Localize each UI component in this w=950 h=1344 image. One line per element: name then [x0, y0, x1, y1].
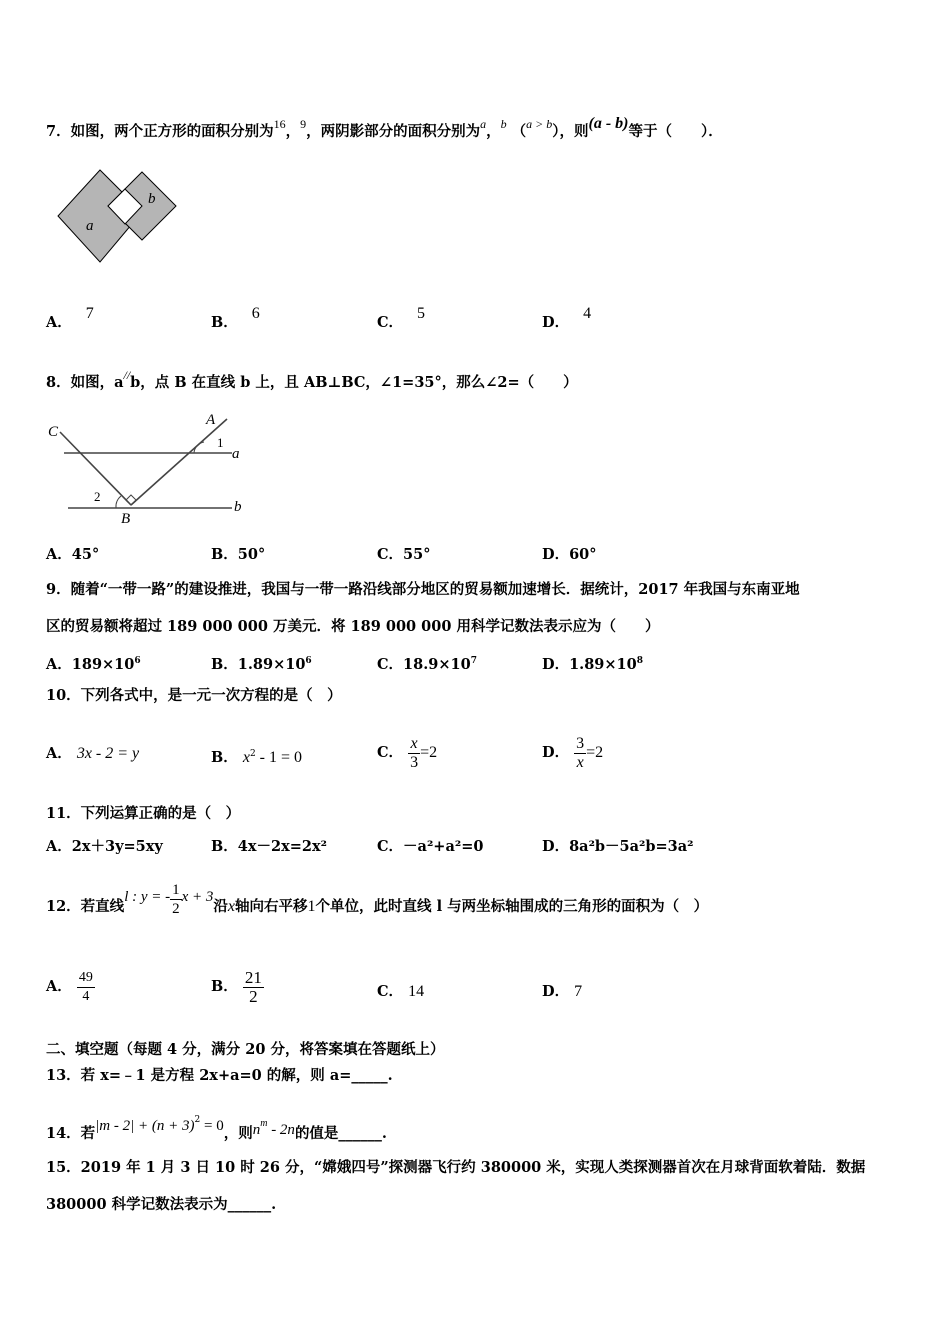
q8-stem — [46, 365, 578, 393]
q9-option-b[interactable] — [211, 651, 312, 675]
q10-option-a-label: A． — [46, 745, 72, 762]
q10-option-b-label: B． — [211, 748, 238, 766]
q12-fraction-numerator: 1 — [172, 882, 180, 898]
q10-option-c-rest: =2 — [420, 744, 438, 761]
q8-label-b-line: b — [234, 499, 242, 515]
q8-label-b-point: B — [121, 511, 131, 527]
q11-option-c[interactable] — [377, 837, 483, 857]
q9-option-a-label: A． — [46, 655, 72, 673]
q7-fig-b-label: b — [148, 191, 156, 207]
q7-option-a-value: 7 — [85, 305, 94, 322]
q9-option-b-label: B． — [211, 655, 238, 673]
q9-option-b-exp: 6 — [305, 656, 312, 666]
q11-option-d-label: D． — [542, 838, 570, 855]
q12-option-a-fraction — [77, 969, 95, 1006]
q8-text-b: b，点 B 在直线 b 上，且 AB⊥BC，∠1=35°，那么∠2=（ ） — [130, 374, 578, 391]
q12-eq-right: x + 3 — [181, 889, 214, 905]
q12-option-b[interactable] — [211, 958, 264, 1016]
q12-suffix: 个单位，此时直线 l 与两坐标轴围成的三角形的面积为（ ） — [315, 898, 709, 915]
q8-label-c: C — [48, 424, 59, 440]
q8-option-d-value: 60° — [569, 546, 597, 563]
q14-m-exp: m — [260, 1118, 268, 1129]
q7-option-a[interactable] — [46, 304, 94, 333]
q12-option-a-denominator: 4 — [82, 988, 90, 1004]
q7-text-b: ，两阴影部分的面积分别为 — [306, 123, 481, 140]
q10-option-d-rest: =2 — [586, 744, 604, 761]
q9-option-d-label: D． — [542, 655, 570, 673]
q13-stem: 13．若 x=﹣1 是方程 2x+a=0 的解，则 a=_____. — [46, 1067, 393, 1084]
q7-va: a — [480, 117, 487, 131]
q7-vb: b — [500, 117, 507, 131]
q12-option-d[interactable] — [542, 982, 582, 1002]
q8-option-a[interactable] — [46, 545, 99, 565]
q12-prefix: 12．若直线 — [46, 898, 125, 915]
q7-option-b-value: 6 — [251, 305, 260, 322]
section2-heading: 二、填空题（每题 4 分，满分 20 分，将答案填在答题纸上） — [46, 1041, 445, 1058]
q11-option-b[interactable] — [211, 837, 327, 857]
q8-parallel-symbol: // — [123, 368, 131, 382]
q7-option-a-label: A． — [46, 314, 72, 331]
q8-option-c-value: 55° — [403, 546, 431, 563]
q8-text-a: 如图，a — [70, 374, 124, 391]
q12-mid2: 轴向右平移 — [235, 898, 308, 915]
q8-label-a-line: a — [232, 446, 240, 462]
q12-mid: 沿 — [213, 898, 228, 915]
q8-right-angle-mark — [126, 495, 136, 505]
q15-stem-line2: 380000 科学记数法表示为______. — [46, 1196, 277, 1213]
q8-label-angle-2: 2 — [94, 489, 101, 504]
q14-stem — [46, 1102, 387, 1152]
q10-option-d-label: D． — [542, 744, 570, 761]
q14-eq: = 0 — [200, 1118, 224, 1134]
q10-option-b-exp: 2 — [249, 749, 256, 759]
q9-option-c-exp: 7 — [470, 656, 477, 666]
q7-option-c-value: 5 — [417, 305, 426, 322]
q11-option-a[interactable] — [46, 837, 163, 857]
q9-option-c-label: C． — [377, 655, 404, 673]
q7-comma1: ， — [285, 123, 301, 140]
q12-option-c[interactable] — [377, 982, 424, 1002]
q12-eq-left: l : y = - — [124, 889, 171, 905]
q14-minus: - 2n — [267, 1122, 295, 1138]
q9-option-c[interactable] — [377, 651, 477, 675]
q9-option-a[interactable] — [46, 651, 141, 675]
q10-option-c[interactable] — [377, 724, 437, 782]
q8-option-c-label: C． — [377, 546, 404, 563]
q11-option-c-label: C． — [377, 838, 404, 855]
q12-stem — [46, 872, 708, 932]
q14-suffix: 的值是______. — [294, 1125, 387, 1142]
q11-option-d-value: 8a²b－5a²b=3a² — [569, 838, 694, 855]
q7-text-c: ，则 — [559, 123, 589, 140]
q9-stem-line1: 9．随着“一带一路”的建设推进，我国与一带一路沿线部分地区的贸易额加速增长．据统计，2017 年我国与东南亚地 — [46, 581, 800, 598]
q9-option-c-base: 18.9×10 — [403, 655, 471, 673]
q12-option-d-value: 7 — [574, 983, 583, 1000]
q15-stem-line1: 15．2019 年 1 月 3 日 10 时 26 分，“嫦娥四号”探测器飞行约 380000 米，实现人类探测器首次在月球背面软着陆．数据 — [46, 1159, 866, 1176]
q12-option-b-label: B． — [211, 978, 238, 995]
q10-option-d-numerator: 3 — [576, 734, 585, 752]
q10-option-d-denominator: x — [576, 753, 584, 771]
q11-option-d[interactable] — [542, 837, 694, 857]
q8-option-b-label: B． — [211, 546, 238, 563]
q7-option-c-label: C． — [377, 314, 404, 331]
q11-stem: 11．下列运算正确的是（ ） — [46, 805, 241, 822]
q10-stem: 10．下列各式中，是一元一次方程的是（ ） — [46, 687, 342, 704]
q7-option-d[interactable] — [542, 304, 591, 333]
q7-stem: 7．如图，两个正方形的面积分别为$^{16}$，$^9$，两阴影部分的面积分别为$^a$，$^b$ （$^{a > b}$），则(a - b)等于（ ）． — [46, 115, 723, 140]
q8-option-a-value: 45° — [71, 546, 100, 563]
q12-x: x — [227, 898, 236, 915]
q14-expr: |m - 2| + (n + 3) — [95, 1118, 195, 1134]
q8-label-a-point: A — [206, 412, 216, 428]
q12-fraction-denominator: 2 — [172, 901, 180, 917]
q11-option-b-label: B． — [211, 838, 238, 855]
q8-segment-ba — [131, 419, 227, 505]
q8-figure — [44, 410, 254, 528]
q10-option-c-label: C． — [377, 744, 404, 761]
q12-option-c-label: C． — [377, 983, 404, 1000]
q8-option-a-label: A． — [46, 546, 72, 563]
q7-v16: 16 — [273, 117, 286, 131]
q10-option-a-value: 3x - 2 = y — [76, 745, 140, 762]
q7-figure — [54, 166, 182, 266]
q10-option-c-denominator: 3 — [410, 753, 419, 771]
q7-option-d-label: D． — [542, 314, 570, 331]
q14-mid: ，则 — [223, 1125, 253, 1142]
q10-option-b-rest: - 1 = 0 — [255, 748, 303, 766]
q10-option-b[interactable] — [211, 744, 302, 768]
q7-expr: (a - b) — [588, 115, 629, 132]
q8-angle-1-arc — [194, 442, 204, 453]
q9-option-b-base: 1.89×10 — [237, 655, 306, 673]
q7-text-d: 等于（ ）． — [628, 123, 723, 140]
q10-option-a[interactable] — [46, 744, 139, 764]
q11-option-b-value: 4x－2x=2x² — [237, 838, 327, 855]
q14-prefix: 14．若 — [46, 1125, 96, 1142]
q8-option-c[interactable] — [377, 545, 430, 565]
q7-number: 7． — [46, 123, 71, 140]
q9-option-a-exp: 6 — [134, 656, 141, 666]
q12-option-d-label: D． — [542, 983, 570, 1000]
q9-option-d[interactable] — [542, 651, 643, 675]
q14-exp: 2 — [194, 1115, 201, 1125]
q12-fraction — [170, 881, 182, 918]
q8-option-d[interactable] — [542, 545, 597, 565]
q7-option-d-value: 4 — [583, 305, 592, 322]
q12-option-a-label: A． — [46, 978, 72, 995]
q12-option-a-numerator: 49 — [77, 969, 95, 988]
q9-stem-line2: 区的贸易额将超过 189 000 000 万美元．将 189 000 000 用科学记数法表示应为（ ） — [46, 618, 660, 635]
q9-option-d-base: 1.89×10 — [569, 655, 637, 673]
q8-option-d-label: D． — [542, 546, 570, 563]
q9-option-d-exp: 8 — [636, 656, 643, 666]
q8-label-angle-1: 1 — [217, 435, 224, 450]
q12-option-a[interactable] — [46, 958, 95, 1016]
q11-option-a-label: A． — [46, 838, 72, 855]
q7-text-a: 如图，两个正方形的面积分别为 — [70, 123, 274, 140]
q7-option-b-label: B． — [211, 314, 238, 331]
q7-option-b[interactable] — [211, 304, 260, 333]
q9-option-a-base: 189×10 — [71, 655, 135, 673]
q8-number: 8． — [46, 374, 71, 391]
q10-option-c-numerator: x — [408, 735, 420, 754]
q10-option-d-fraction — [574, 735, 586, 772]
q10-option-d[interactable] — [542, 724, 603, 782]
q8-option-b[interactable] — [211, 545, 265, 565]
q7-option-c[interactable] — [377, 304, 425, 333]
q7-comma2: ， — [486, 123, 501, 140]
q8-angle-2-arc — [116, 496, 121, 508]
q11-option-a-value: 2x＋3y=5xy — [71, 838, 163, 855]
q14-n: n — [252, 1122, 261, 1138]
q12-option-b-numerator: 21 — [244, 967, 262, 987]
q12-option-c-value: 14 — [408, 983, 425, 1000]
q7-v9: 9 — [300, 117, 307, 131]
q7-fig-a-label: a — [86, 218, 94, 234]
q7-cond: a > b — [526, 117, 553, 131]
q10-option-c-fraction — [408, 735, 420, 772]
q11-option-c-value: －a²+a²=0 — [403, 838, 484, 855]
q10-option-b-var: x — [242, 748, 250, 766]
q12-option-b-denominator: 2 — [249, 986, 258, 1006]
q8-option-b-value: 50° — [237, 546, 266, 563]
q12-option-b-fraction — [243, 969, 264, 1006]
q12-one: 1 — [307, 898, 316, 915]
